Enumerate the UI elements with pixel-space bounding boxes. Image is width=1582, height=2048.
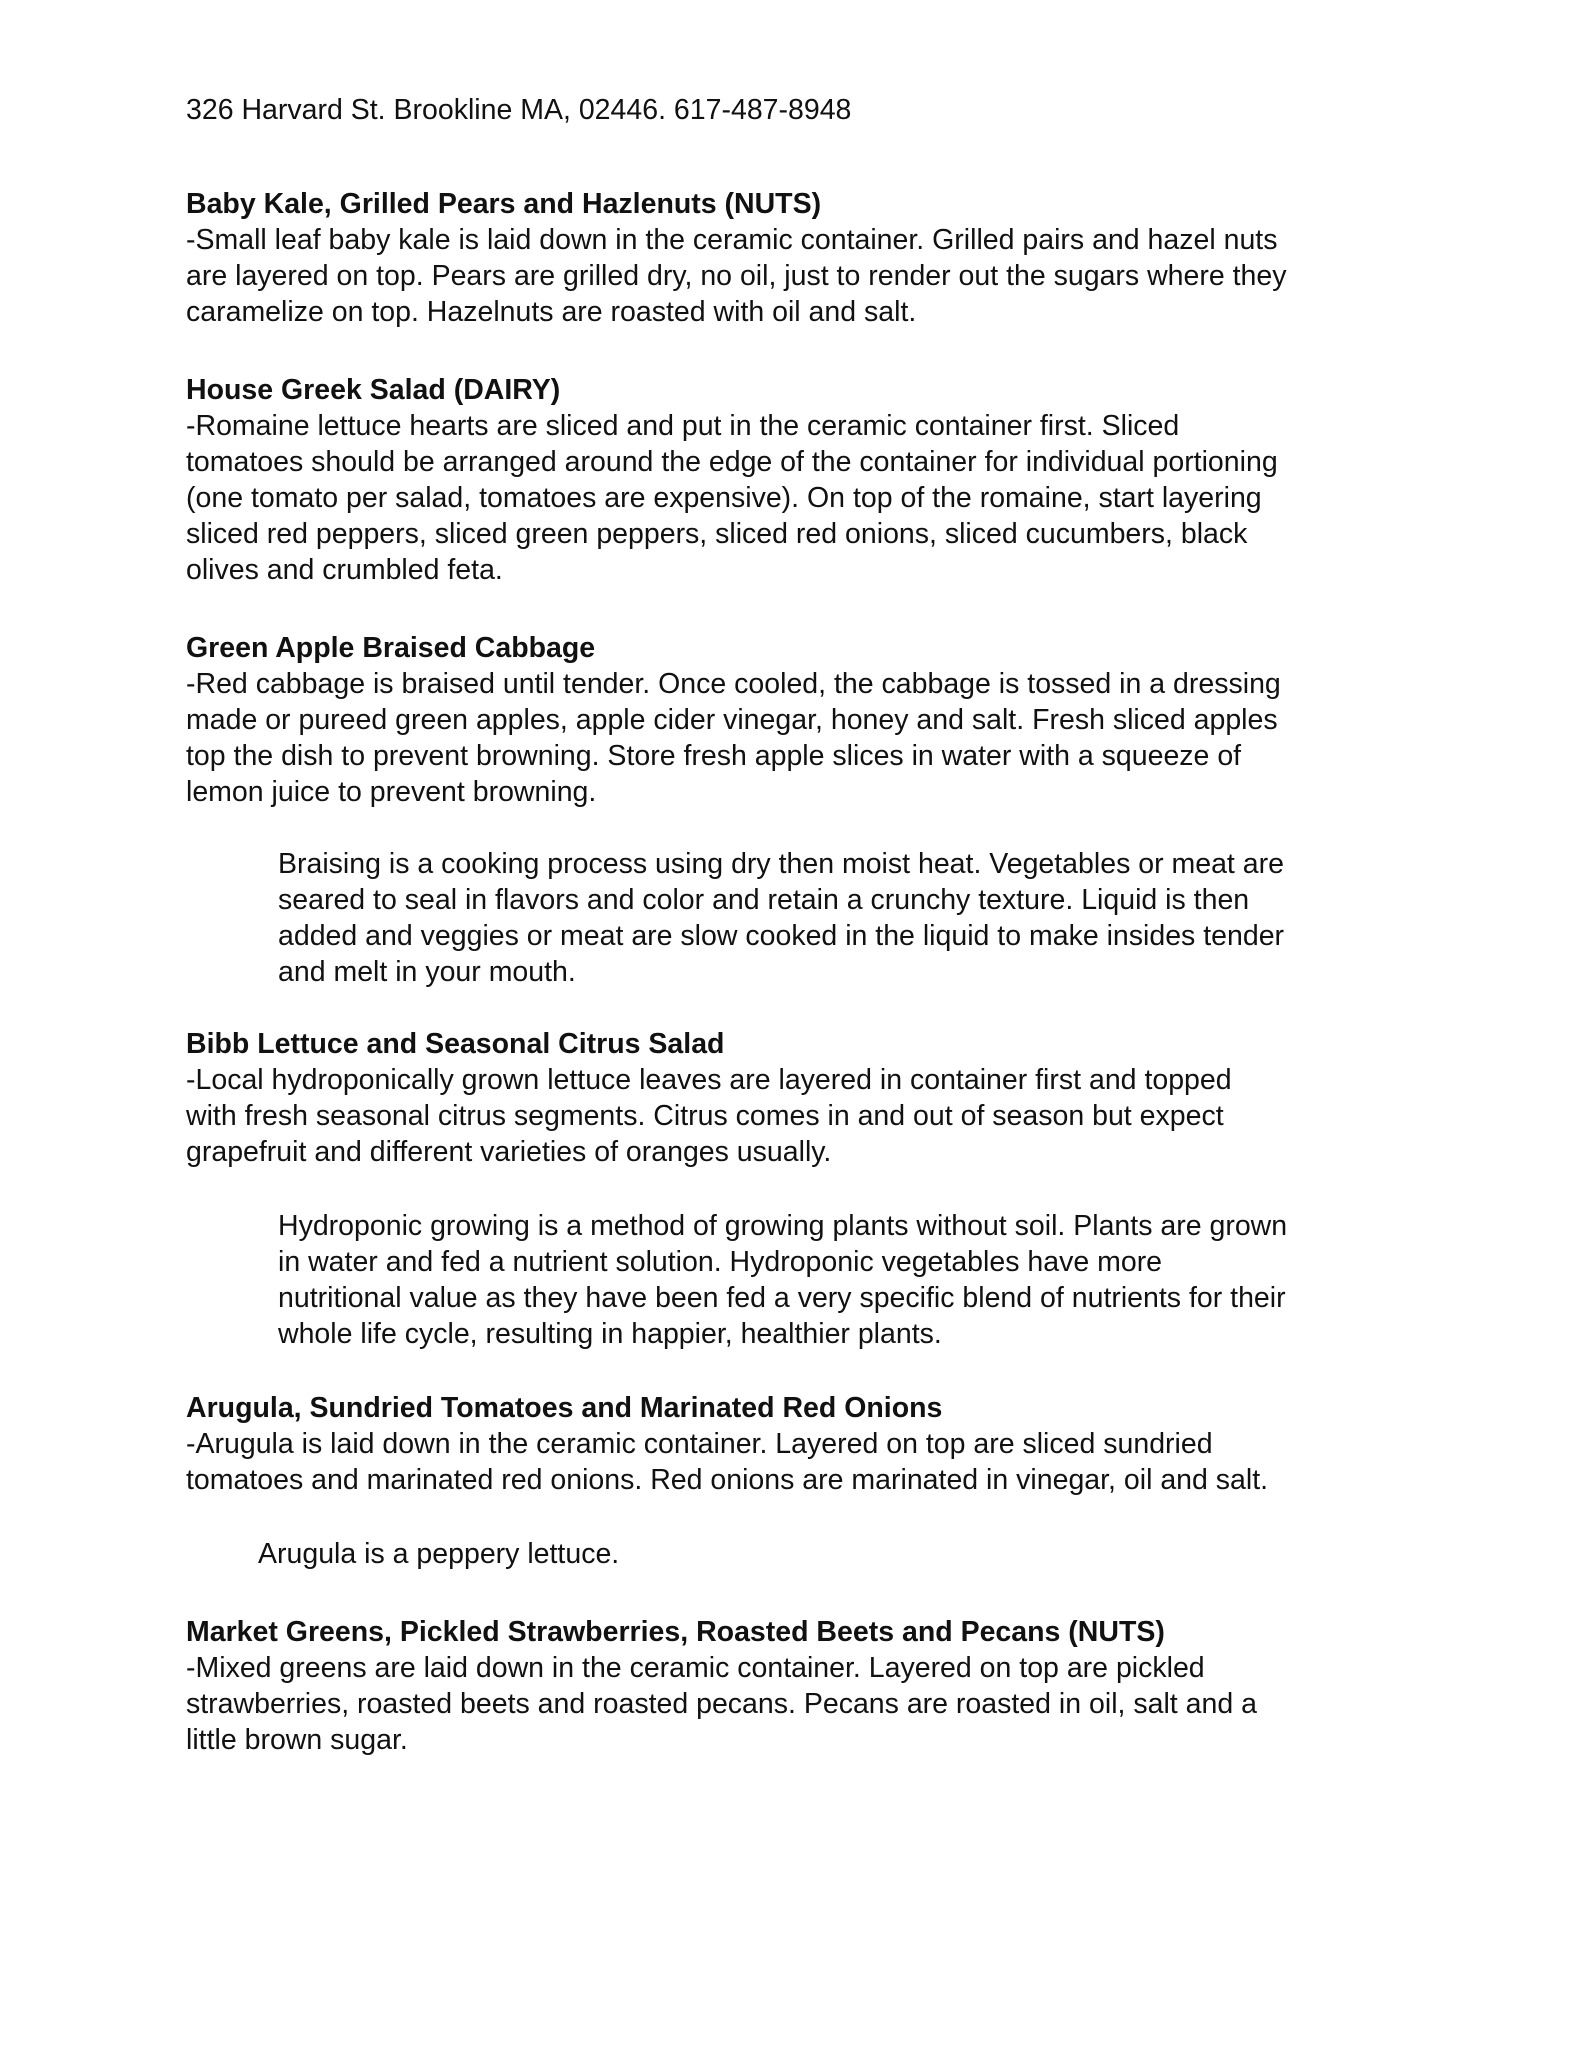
hydroponic-note xyxy=(278,1208,1287,1352)
description-line: caramelize on top. Hazelnuts are roasted with oil and salt. xyxy=(186,296,917,328)
menu-item-description xyxy=(186,222,1416,330)
menu-item-title: Green Apple Braised Cabbage xyxy=(186,632,596,664)
note-line: Braising is a cooking process using dry then moist heat. Vegetables or meat are xyxy=(278,848,1284,880)
description-line: -Red cabbage is braised until tender. Once cooled, the cabbage is tossed in a dressing xyxy=(186,668,1281,700)
menu-item-title: Market Greens, Pickled Strawberries, Roasted Beets and Pecans (NUTS) xyxy=(186,1616,1165,1648)
description-line: made or pureed green apples, apple cider vinegar, honey and salt. Fresh sliced apples xyxy=(186,704,1278,736)
menu-item-braised-cabbage xyxy=(186,630,1416,810)
note-line: Hydroponic growing is a method of growing plants without soil. Plants are grown xyxy=(278,1210,1288,1242)
menu-item-title: Bibb Lettuce and Seasonal Citrus Salad xyxy=(186,1028,725,1060)
description-line: grapefruit and different varieties of oranges usually. xyxy=(186,1136,832,1168)
description-line: tomatoes and marinated red onions. Red onions are marinated in vinegar, oil and salt. xyxy=(186,1464,1269,1496)
description-line: tomatoes should be arranged around the edge of the container for individual portioning xyxy=(186,446,1278,478)
description-line: top the dish to prevent browning. Store fresh apple slices in water with a squeeze of xyxy=(186,740,1242,772)
menu-item-greek-salad xyxy=(186,372,1416,588)
menu-item-market-greens xyxy=(186,1614,1416,1758)
note-line: Arugula is a peppery lettuce. xyxy=(258,1538,620,1570)
description-line: strawberries, roasted beets and roasted pecans. Pecans are roasted in oil, salt and a xyxy=(186,1688,1257,1720)
menu-item-description xyxy=(186,408,1416,588)
description-line: (one tomato per salad, tomatoes are expensive). On top of the romaine, start layering xyxy=(186,482,1262,514)
note-line: nutritional value as they have been fed a very specific blend of nutrients for their xyxy=(278,1282,1286,1314)
note-line: seared to seal in flavors and color and retain a crunchy texture. Liquid is then xyxy=(278,884,1250,916)
menu-item-arugula xyxy=(186,1390,1416,1498)
description-line: sliced red peppers, sliced green peppers, sliced red onions, sliced cucumbers, black xyxy=(186,518,1248,550)
menu-item-description xyxy=(186,666,1416,810)
menu-item-description xyxy=(186,1062,1416,1170)
description-line: -Romaine lettuce hearts are sliced and put in the ceramic container first. Sliced xyxy=(186,410,1180,442)
description-line: are layered on top. Pears are grilled dry, no oil, just to render out the sugars where they xyxy=(186,260,1287,292)
description-line: -Mixed greens are laid down in the ceramic container. Layered on top are pickled xyxy=(186,1652,1205,1684)
menu-item-title: Arugula, Sundried Tomatoes and Marinated Red Onions xyxy=(186,1392,943,1424)
note-line: added and veggies or meat are slow cooked in the liquid to make insides tender xyxy=(278,920,1285,952)
note-line: in water and fed a nutrient solution. Hydroponic vegetables have more xyxy=(278,1246,1163,1278)
menu-item-kale xyxy=(186,186,1416,330)
braising-note xyxy=(278,846,1284,990)
description-line: -Arugula is laid down in the ceramic container. Layered on top are sliced sundried xyxy=(186,1428,1213,1460)
note-line: and melt in your mouth. xyxy=(278,956,576,988)
description-line: lemon juice to prevent browning. xyxy=(186,776,597,808)
description-line: little brown sugar. xyxy=(186,1724,408,1756)
description-line: with fresh seasonal citrus segments. Citrus comes in and out of season but expect xyxy=(186,1100,1224,1132)
menu-item-title: Baby Kale, Grilled Pears and Hazlenuts (NUTS) xyxy=(186,188,822,220)
note-line: whole life cycle, resulting in happier, healthier plants. xyxy=(278,1318,942,1350)
description-line: -Local hydroponically grown lettuce leaves are layered in container first and topped xyxy=(186,1064,1232,1096)
menu-item-description xyxy=(186,1650,1416,1758)
description-line: olives and crumbled feta. xyxy=(186,554,503,586)
description-line: -Small leaf baby kale is laid down in the ceramic container. Grilled pairs and hazel nuts xyxy=(186,224,1278,256)
menu-item-description xyxy=(186,1426,1416,1498)
arugula-note xyxy=(258,1536,619,1572)
menu-item-title: House Greek Salad (DAIRY) xyxy=(186,374,561,406)
restaurant-address: 326 Harvard St. Brookline MA, 02446. 617-487-8948 xyxy=(186,94,852,126)
menu-item-bibb-lettuce xyxy=(186,1026,1416,1170)
